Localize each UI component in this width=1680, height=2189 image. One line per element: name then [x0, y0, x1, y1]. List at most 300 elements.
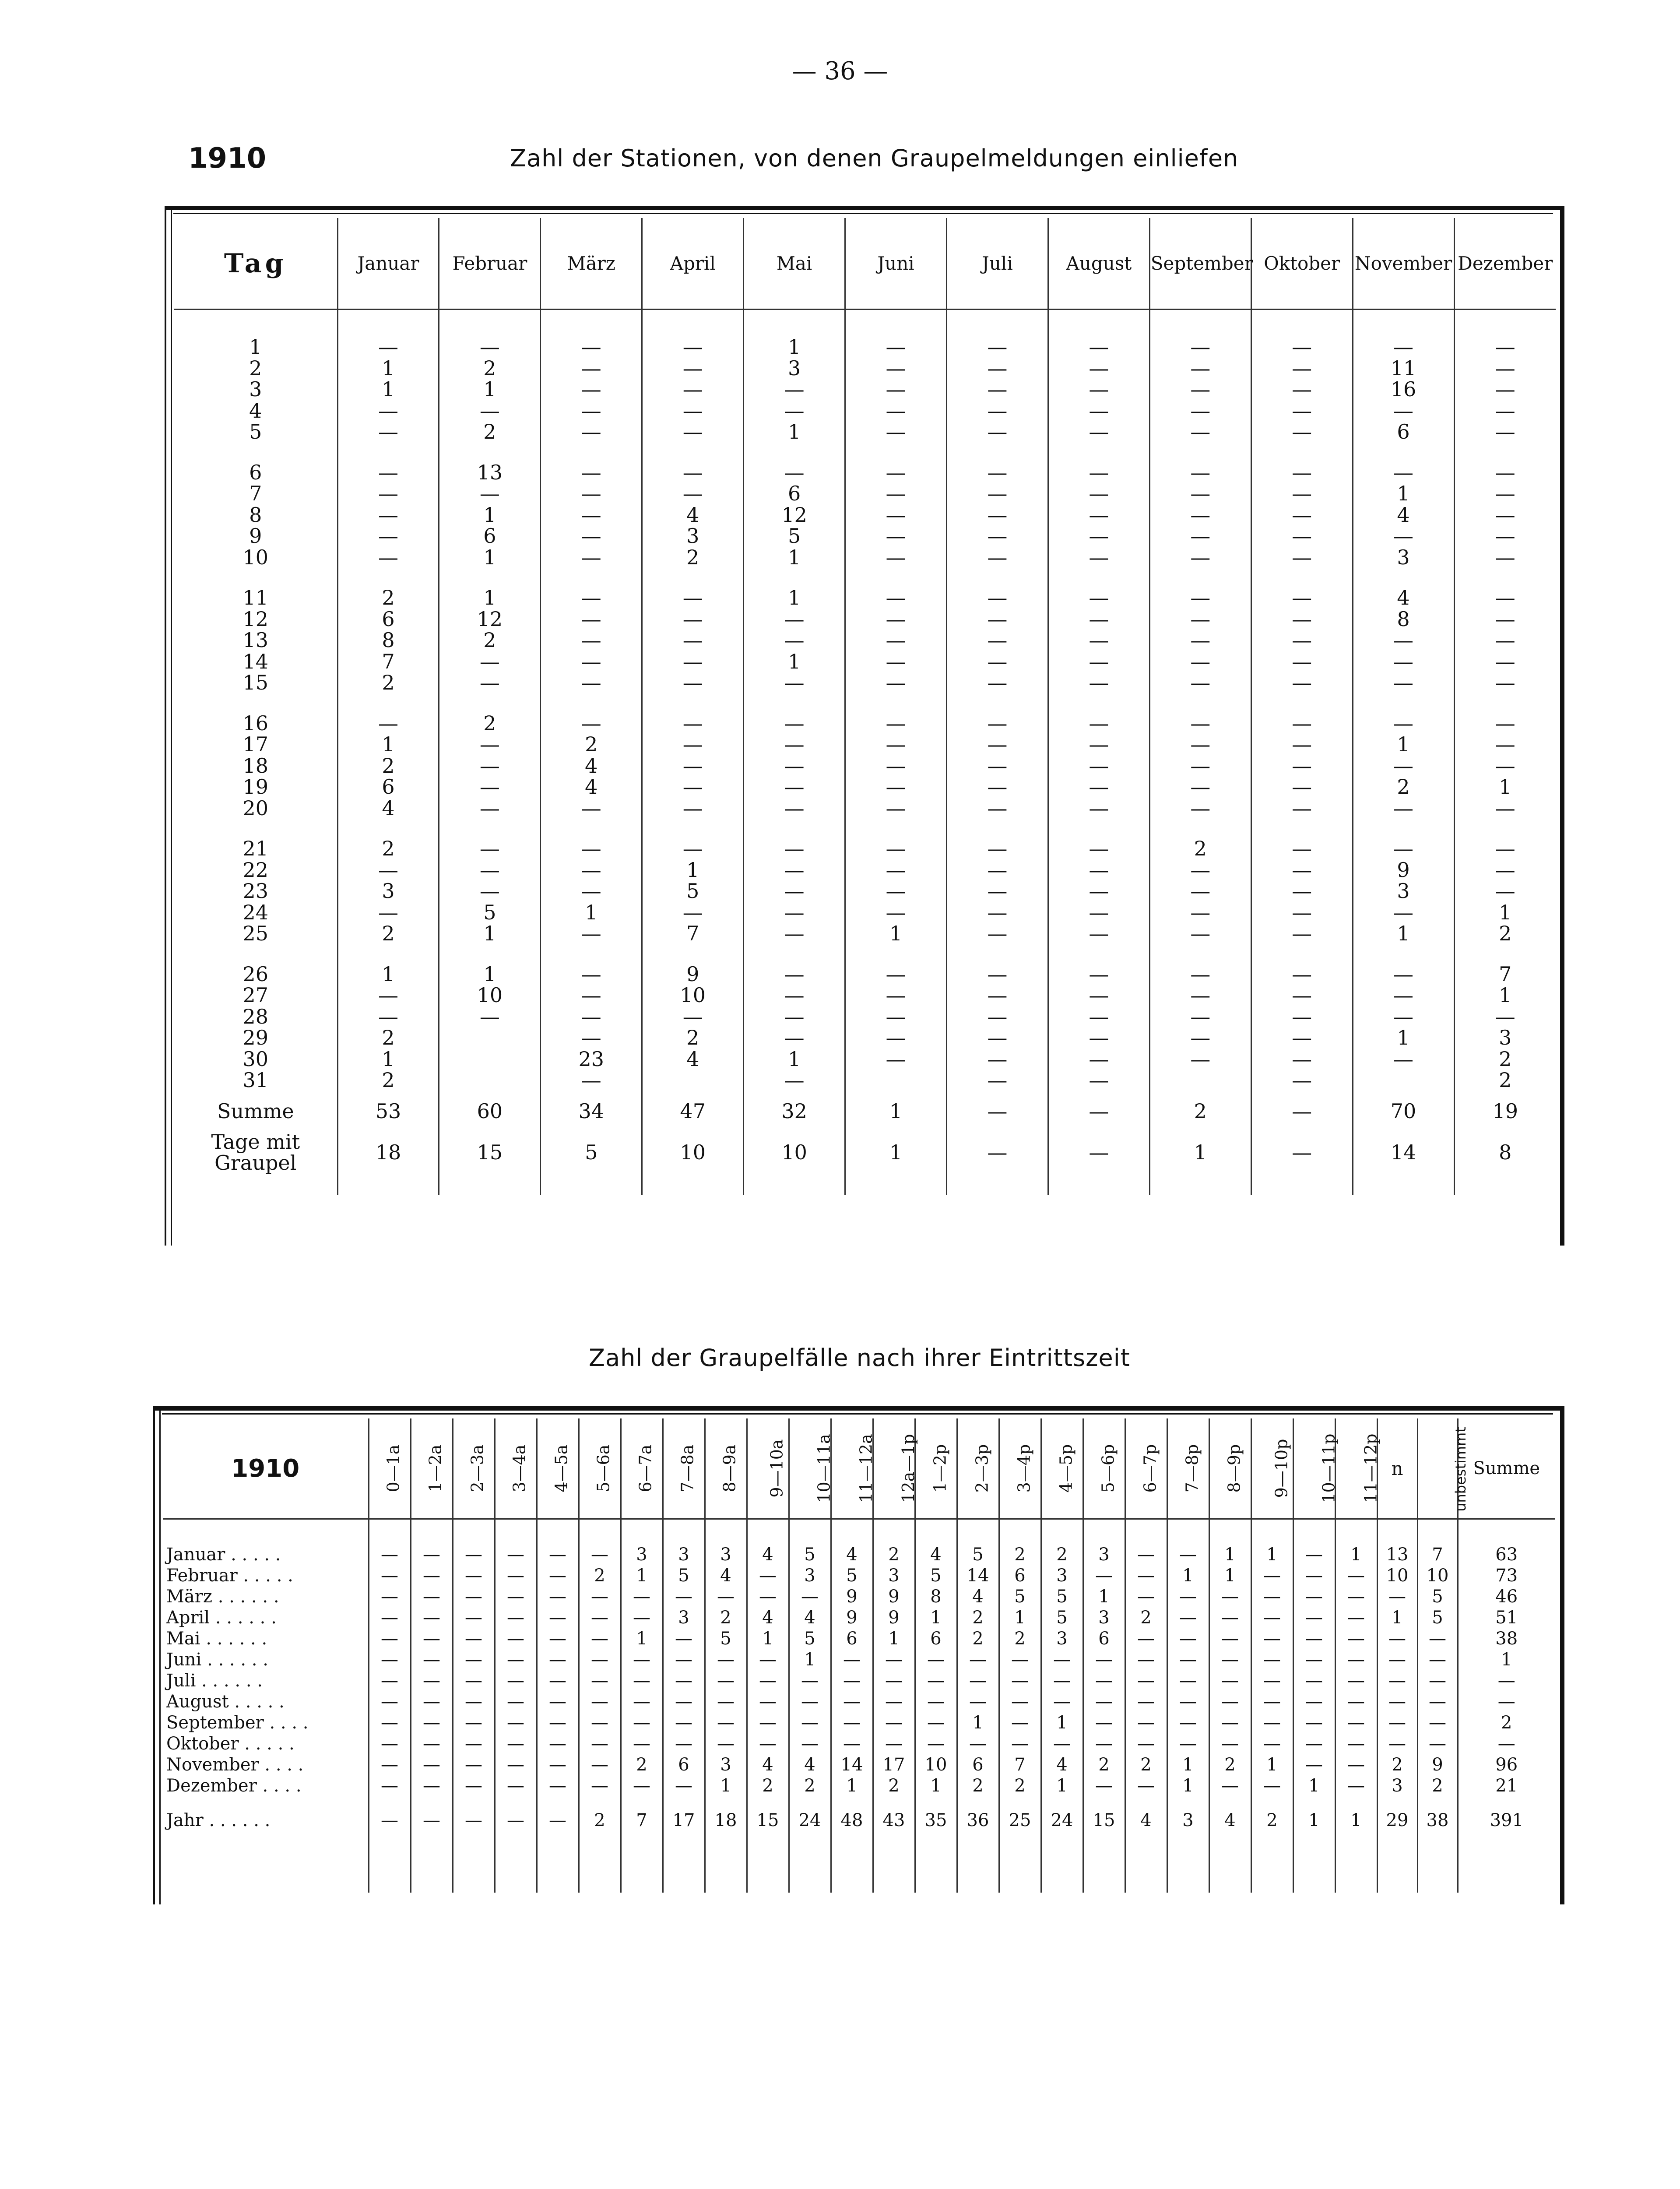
hour-cell: — [1251, 1670, 1293, 1691]
hour-cell: — [537, 1519, 579, 1566]
day-cell: — [1048, 755, 1149, 777]
hour-cell: — [621, 1586, 663, 1607]
day-cell: 10 [439, 985, 541, 1006]
day-cell: — [845, 985, 947, 1006]
day-cell: 2 [1353, 776, 1454, 798]
day-label: 15 [243, 671, 269, 695]
day-cell: — [1251, 547, 1353, 568]
hour-cell: — [1335, 1670, 1377, 1691]
jahr-cell: 29 [1377, 1796, 1417, 1844]
day-cell: — [845, 421, 947, 443]
day-cell: — [642, 609, 744, 630]
spacer-cell [439, 1173, 541, 1195]
day-cell: — [946, 1049, 1048, 1070]
day-cell: — [1048, 964, 1149, 985]
day-cell: — [1251, 672, 1353, 693]
day-cell: 1 [744, 421, 845, 443]
day-cell: — [1251, 483, 1353, 504]
jahr-cell: — [453, 1796, 495, 1844]
spacer-cell [1353, 693, 1454, 713]
header-hour [1125, 1418, 1167, 1519]
day-cell: — [1251, 630, 1353, 651]
header-hour-label: 7—8a [678, 1444, 697, 1492]
jahr-cell: 48 [831, 1796, 873, 1844]
header-hour-label: 2—3a [467, 1444, 487, 1492]
day-cell: — [1353, 630, 1454, 651]
spacer-cell [845, 1173, 947, 1195]
spacer-cell [1454, 443, 1556, 462]
day-cell: — [337, 985, 439, 1006]
spacer-cell [1048, 1173, 1149, 1195]
spacer-row [174, 693, 1556, 713]
day-cell: — [1048, 1049, 1149, 1070]
day-row [174, 880, 1556, 902]
day-label: 11 [243, 586, 269, 610]
day-cell: 7 [337, 651, 439, 672]
spacer-cell [915, 1844, 957, 1893]
hour-cell: — [537, 1775, 579, 1796]
spacer-cell [1149, 819, 1251, 838]
day-cell: 1 [439, 964, 541, 985]
day-cell: — [845, 755, 947, 777]
day-cell: — [541, 587, 642, 609]
day-cell: — [1251, 838, 1353, 859]
spacer-cell [1041, 1844, 1083, 1893]
hour-cell: 5 [915, 1565, 957, 1586]
day-cell: 5 [439, 902, 541, 923]
header-month: April [642, 218, 744, 310]
hour-cell: — [1417, 1670, 1458, 1691]
day-cell: — [946, 838, 1048, 859]
day-cell: 2 [337, 1027, 439, 1049]
hour-cell: — [495, 1586, 537, 1607]
hour-cell: 2 [999, 1628, 1041, 1649]
day-cell: — [541, 672, 642, 693]
hour-cell: 1 [831, 1775, 873, 1796]
day-cell: 2 [337, 587, 439, 609]
header-hour [369, 1418, 411, 1519]
day-cell: — [744, 609, 845, 630]
day-cell: — [1149, 504, 1251, 526]
header-hour [453, 1418, 495, 1519]
hour-cell: — [1293, 1670, 1335, 1691]
spacer-cell [957, 1844, 999, 1893]
day-cell: — [845, 462, 947, 483]
day-cell: 2 [439, 713, 541, 734]
hour-cell: — [579, 1607, 621, 1628]
day-cell: — [1048, 1070, 1149, 1091]
spacer-cell [845, 568, 947, 587]
hour-cell: — [957, 1649, 999, 1670]
hour-cell: 21 [1458, 1775, 1555, 1796]
hour-cell: — [747, 1691, 789, 1712]
day-row [174, 902, 1556, 923]
day-cell: 1 [337, 379, 439, 400]
hour-cell: — [495, 1628, 537, 1649]
month-row [163, 1649, 1555, 1670]
day-cell: — [845, 504, 947, 526]
day-cell: — [1353, 838, 1454, 859]
hour-cell: 4 [915, 1519, 957, 1566]
spacer-cell [174, 944, 337, 964]
spacer-cell [845, 944, 947, 964]
day-cell: — [946, 964, 1048, 985]
spacer-cell [642, 1173, 744, 1195]
day-cell: — [1454, 798, 1556, 819]
hour-cell: 1 [1251, 1519, 1293, 1566]
hour-cell: — [1209, 1733, 1251, 1754]
day-cell: — [1149, 1006, 1251, 1028]
month-row [163, 1565, 1555, 1586]
hour-cell: — [1209, 1607, 1251, 1628]
month-row [163, 1775, 1555, 1796]
hour-cell: 3 [1377, 1775, 1417, 1796]
hour-cell: — [621, 1733, 663, 1754]
hour-cell: 2 [1041, 1519, 1083, 1566]
hour-cell: 3 [789, 1565, 831, 1586]
hour-cell: — [663, 1733, 705, 1754]
hour-cell: 1 [1209, 1565, 1251, 1586]
day-cell: — [1353, 1006, 1454, 1028]
day-cell: — [845, 838, 947, 859]
jahr-cell: — [369, 1796, 411, 1844]
day-cell: — [744, 672, 845, 693]
day-cell: — [1353, 462, 1454, 483]
day-cell: — [1149, 923, 1251, 944]
day-row [174, 734, 1556, 755]
hour-cell: — [537, 1607, 579, 1628]
hour-cell: — [1083, 1649, 1125, 1670]
hour-cell: — [1125, 1586, 1167, 1607]
day-label: 16 [243, 711, 269, 735]
day-cell: — [744, 1006, 845, 1028]
spacer-cell [579, 1844, 621, 1893]
hour-cell: — [789, 1586, 831, 1607]
day-label: 22 [243, 858, 269, 882]
jahr-cell: 4 [1125, 1796, 1167, 1844]
hour-cell: 2 [999, 1775, 1041, 1796]
day-cell: — [439, 483, 541, 504]
day-cell: — [845, 964, 947, 985]
header-hour [831, 1418, 876, 1519]
hour-cell: — [369, 1712, 411, 1733]
hour-cell: — [369, 1691, 411, 1712]
header-hour [1293, 1418, 1339, 1519]
hour-cell: 1 [1335, 1519, 1377, 1566]
header-hour-label: 12a—1p [898, 1434, 918, 1503]
hour-cell: — [705, 1649, 747, 1670]
day-cell: — [1251, 462, 1353, 483]
day-cell: 1 [1353, 923, 1454, 944]
tage-cell: 10 [744, 1131, 845, 1173]
month-label: November . . . . [166, 1755, 304, 1775]
hour-cell: — [369, 1754, 411, 1775]
hour-cell: 5 [1041, 1586, 1083, 1607]
hour-cell: — [1167, 1691, 1209, 1712]
day-row [174, 462, 1556, 483]
month-row [163, 1586, 1555, 1607]
hour-cell: 3 [705, 1519, 747, 1566]
hour-cell: 1 [999, 1607, 1041, 1628]
day-cell: — [946, 379, 1048, 400]
spacer-cell [1149, 944, 1251, 964]
hour-cell: — [663, 1586, 705, 1607]
day-cell: — [439, 880, 541, 902]
hour-cell: — [1251, 1607, 1293, 1628]
day-cell: 11 [1353, 358, 1454, 379]
day-cell: 1 [744, 651, 845, 672]
day-cell: — [744, 776, 845, 798]
day-cell: — [337, 400, 439, 422]
day-cell: — [845, 859, 947, 881]
day-cell: 8 [337, 630, 439, 651]
day-cell: — [1251, 1049, 1353, 1070]
day-label: 6 [249, 460, 262, 484]
spacer-cell [337, 568, 439, 587]
spacer-cell [439, 819, 541, 838]
day-cell: — [337, 310, 439, 358]
hour-cell: — [1251, 1691, 1293, 1712]
day-cell: — [845, 483, 947, 504]
day-cell: — [845, 902, 947, 923]
day-cell: — [1149, 587, 1251, 609]
day-cell: — [1048, 859, 1149, 881]
hour-cell: 4 [957, 1586, 999, 1607]
hour-cell: — [747, 1649, 789, 1670]
day-row [174, 483, 1556, 504]
hour-cell: — [1125, 1649, 1167, 1670]
day-cell: — [1048, 630, 1149, 651]
day-cell: — [1149, 776, 1251, 798]
hour-cell: 4 [705, 1565, 747, 1586]
jahr-cell: 2 [579, 1796, 621, 1844]
day-row [174, 400, 1556, 422]
day-cell: — [1048, 379, 1149, 400]
header-hour-label: 9—10p [1271, 1439, 1291, 1498]
day-cell: 2 [1454, 923, 1556, 944]
hour-cell: — [1293, 1649, 1335, 1670]
day-cell: — [845, 776, 947, 798]
day-cell: — [1353, 651, 1454, 672]
spacer-cell [642, 944, 744, 964]
hour-cell: 1 [1167, 1775, 1209, 1796]
hour-cell: — [495, 1691, 537, 1712]
hour-cell: — [663, 1691, 705, 1712]
spacer-cell [621, 1844, 663, 1893]
hour-cell: — [999, 1712, 1041, 1733]
day-cell [845, 1070, 947, 1091]
day-label: 12 [243, 607, 269, 631]
day-cell: — [744, 859, 845, 881]
hour-cell: — [789, 1691, 831, 1712]
hour-cell: — [1209, 1712, 1251, 1733]
hour-cell: — [1083, 1712, 1125, 1733]
day-cell: — [642, 798, 744, 819]
spacer-cell [744, 819, 845, 838]
day-cell: — [744, 630, 845, 651]
hour-cell: — [495, 1775, 537, 1796]
hour-cell: 63 [1458, 1519, 1555, 1566]
hour-cell: — [1251, 1628, 1293, 1649]
jahr-cell: — [537, 1796, 579, 1844]
day-cell: — [1149, 379, 1251, 400]
hour-cell: — [789, 1670, 831, 1691]
spacer-cell [1353, 568, 1454, 587]
day-cell: — [1251, 310, 1353, 358]
day-cell: — [845, 310, 947, 358]
day-row [174, 310, 1556, 358]
spacer-cell [439, 568, 541, 587]
spacer-cell [1083, 1844, 1125, 1893]
day-cell: — [1149, 462, 1251, 483]
hour-cell: 1 [747, 1628, 789, 1649]
day-cell: — [541, 547, 642, 568]
hour-cell: — [1335, 1628, 1377, 1649]
hour-cell: 2 [873, 1519, 915, 1566]
day-cell: — [1454, 379, 1556, 400]
day-cell: — [1353, 310, 1454, 358]
hour-cell: 3 [663, 1607, 705, 1628]
hour-cell: — [1417, 1691, 1458, 1712]
tage-cell: 18 [337, 1131, 439, 1173]
hour-cell: — [1335, 1754, 1377, 1775]
hour-cell: — [579, 1649, 621, 1670]
hour-cell: — [579, 1670, 621, 1691]
hour-cell: 1 [957, 1712, 999, 1733]
table2-title: Zahl der Graupelfälle nach ihrer Eintrittszeit [589, 1344, 1130, 1372]
day-cell: — [1251, 902, 1353, 923]
table2-frame [153, 1406, 1564, 1904]
hour-cell: 9 [873, 1586, 915, 1607]
day-label: 23 [243, 879, 269, 903]
month-label: August . . . . . [166, 1692, 285, 1712]
hour-cell: 1 [621, 1565, 663, 1586]
spacer-cell [642, 568, 744, 587]
hour-cell: — [1125, 1670, 1167, 1691]
hour-cell: — [1125, 1712, 1167, 1733]
tage-row [174, 1131, 1556, 1173]
month-row [163, 1628, 1555, 1649]
month-label: Oktober . . . . . [166, 1734, 295, 1754]
hour-cell: 5 [957, 1519, 999, 1566]
day-cell: — [1454, 609, 1556, 630]
day-cell: 4 [541, 755, 642, 777]
day-cell: 1 [337, 358, 439, 379]
spacer-cell [174, 443, 337, 462]
day-cell: — [541, 1027, 642, 1049]
day-row [174, 755, 1556, 777]
day-row [174, 630, 1556, 651]
spacer-row [174, 819, 1556, 838]
spacer-cell [337, 944, 439, 964]
day-cell: — [1251, 400, 1353, 422]
day-cell: — [1454, 859, 1556, 881]
hour-cell: 1 [1458, 1649, 1555, 1670]
hour-cell: 13 [1377, 1519, 1417, 1566]
day-cell: 4 [1353, 587, 1454, 609]
hour-cell: — [411, 1628, 453, 1649]
header-month: März [541, 218, 642, 310]
header-hour-label: 11—12a [856, 1434, 876, 1503]
jahr-cell: 4 [1209, 1796, 1251, 1844]
hour-cell: — [537, 1754, 579, 1775]
header-unbestimmt [1417, 1418, 1469, 1519]
hour-cell: 5 [831, 1565, 873, 1586]
spacer-cell [1353, 944, 1454, 964]
hour-cell: 3 [1083, 1519, 1125, 1566]
day-cell: — [541, 838, 642, 859]
jahr-cell: 38 [1417, 1796, 1458, 1844]
day-cell: — [337, 1006, 439, 1028]
day-cell: — [1454, 483, 1556, 504]
day-cell: 4 [1353, 504, 1454, 526]
hour-cell: — [1167, 1628, 1209, 1649]
day-label: 2 [249, 356, 262, 380]
day-cell: — [1048, 525, 1149, 547]
hour-cell: 10 [915, 1754, 957, 1775]
day-cell: — [541, 964, 642, 985]
header-month: Oktober [1251, 218, 1353, 310]
header-hour [999, 1418, 1041, 1519]
header-hour [1251, 1418, 1293, 1519]
day-cell: — [1048, 400, 1149, 422]
jahr-cell: 17 [663, 1796, 705, 1844]
day-cell: — [1149, 902, 1251, 923]
day-row [174, 651, 1556, 672]
day-cell: 10 [642, 985, 744, 1006]
hour-cell: — [1083, 1691, 1125, 1712]
day-cell: — [946, 483, 1048, 504]
day-cell: — [946, 421, 1048, 443]
spacer-cell [1251, 568, 1353, 587]
tage-cell: 10 [642, 1131, 744, 1173]
tage-cell: 1 [1149, 1131, 1251, 1173]
day-cell: — [845, 880, 947, 902]
spacer-cell [1251, 693, 1353, 713]
hour-cell: — [999, 1670, 1041, 1691]
day-cell: — [1048, 985, 1149, 1006]
hour-cell: 1 [1167, 1565, 1209, 1586]
day-cell: — [1048, 462, 1149, 483]
hour-cell: — [1377, 1649, 1417, 1670]
day-cell: 6 [744, 483, 845, 504]
day-cell: — [541, 310, 642, 358]
jahr-cell: 43 [873, 1796, 915, 1844]
day-label: 26 [243, 962, 269, 986]
day-cell: 3 [337, 880, 439, 902]
hour-cell: 2 [999, 1519, 1041, 1566]
hour-cell: — [411, 1691, 453, 1712]
day-cell: — [946, 923, 1048, 944]
day-cell: 12 [439, 609, 541, 630]
day-cell: 7 [642, 923, 744, 944]
day-cell: — [744, 923, 845, 944]
table1-frame [165, 206, 1564, 1246]
hour-cell: 8 [915, 1586, 957, 1607]
hour-cell: — [1251, 1733, 1293, 1754]
day-cell: — [744, 1070, 845, 1091]
day-row [174, 713, 1556, 734]
hour-cell: 4 [747, 1607, 789, 1628]
header-summe: Summe [1458, 1418, 1555, 1519]
day-cell: — [1454, 400, 1556, 422]
hour-cell: 2 [1417, 1775, 1458, 1796]
hour-cell: — [747, 1733, 789, 1754]
hour-cell: — [453, 1519, 495, 1566]
hour-cell: — [1209, 1691, 1251, 1712]
hour-cell: — [1083, 1775, 1125, 1796]
hour-cell: 1 [1083, 1586, 1125, 1607]
